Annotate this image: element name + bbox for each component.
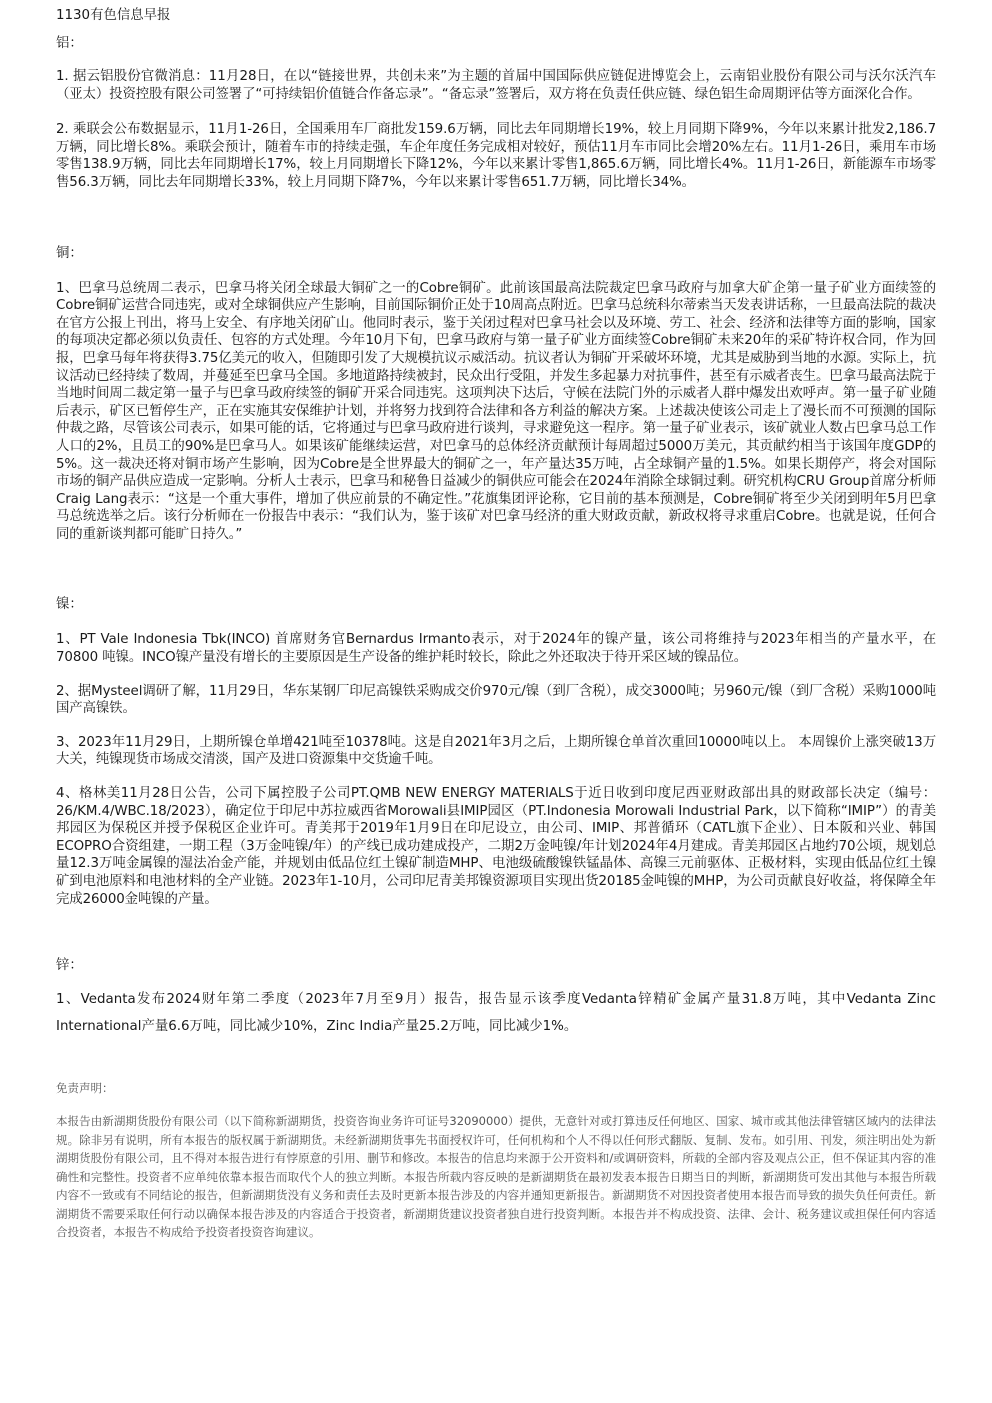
- section-heading-copper: 铜：: [56, 245, 83, 261]
- section-aluminum: [56, 34, 936, 192]
- section-heading-zinc: 锌：: [56, 958, 83, 974]
- disclaimer-text: 本报告由新湖期货股份有限公司（以下简称新湖期货，投资咨询业务许可证号32090000）提供，无意针对或打算违反任何地区、国家、城市或其他法律管辖区域内的法律法规。除非另有说明，所有本报告的版权属于新湖期货。未经新湖期货事先书面授权许可，任何机构和个人不得以任何形式翻版、复制、发布。如引用、刊发，须注明出处为新湖期货股份有限公司，且不得对本报告进行有悖原意的引用、删节和修改。本报告的信息均来源于公开资料和/或调研资料，所载的全部内容及观点公正，但不保证其内容的准确性和完整性。投资者不应单纯依靠本报告而取代个人的独立判断。本报告所载内容反映的是新湖期货在最初发表本报告日期当日的判断，新湖期货可发出其他与本报告所载内容不一致或有不同结论的报告，但新湖期货没有义务和责任去及时更新本报告涉及的内容并通知更新报告。新湖期货不对因投资者使用本报告而导致的损失负任何责任。新湖期货不需要采取任何行动以确保本报告涉及的内容适合于投资者，新湖期货建议投资者独自进行投资判断。本报告并不构成投资、法律、会计、税务建议或担保任何内容适合投资者，本报告不构成给予投资者投资咨询建议。: [56, 1114, 936, 1240]
- aluminum-item-1: 1. 据云铝股份官微消息：11月28日，在以“链接世界，共创未来”为主题的首届中国国际供应链促进博览会上，云南铝业股份有限公司与沃尔沃汽车（亚太）投资控股有限公司签署了“可持续铝价值链合作备忘录”。“备忘录”签署后，双方将在负责任供应链、绿色铝生命周期评估等方面深化合作。: [56, 69, 936, 102]
- section-copper: [56, 244, 936, 544]
- nickel-item-3: 3、2023年11月29日，上期所镍仓单增421吨至10378吨。这是自2021年3月之后，上期所镍仓单首次重回10000吨以上。 本周镍价上涨突破13万大关，纯镍现货市场成交清淡，国产及进口资源集中交货逾千吨。: [56, 734, 936, 768]
- aluminum-item-2: 2. 乘联会公布数据显示，11月1-26日，全国乘用车厂商批发159.6万辆，同比去年同期增长19%，较上月同期下降9%，今年以来累计批发2,186.7万辆，同比增长8%。乘联会预计，随着车市的持续走强，车企年度任务完成相对较好，预估11月车市同比会增20%左右。11月1-26日，乘用车市场零售138.9万辆，同比去年同期增长17%，较上月同期增长下降12%，今年以来累计零售1,865.6万辆，同比增长4%。11月1-26日，新能源车市场零售56.3万辆，同比去年同期增长33%，较上月同期下降7%，今年以来累计零售651.7万辆，同比增长34%。: [56, 122, 936, 190]
- copper-item-1: 1、巴拿马总统周二表示，巴拿马将关闭全球最大铜矿之一的Cobre铜矿。此前该国最高法院裁定巴拿马政府与加拿大矿企第一量子矿业方面续签的Cobre铜矿运营合同违宪，或对全球铜供应产生影响，目前国际铜价正处于10周高点附近。巴拿马总统科尔蒂索当天发表讲话称，一旦最高法院的裁决在官方公报上刊出，将马上安全、有序地关闭矿山。他同时表示，鉴于关闭过程对巴拿马社会以及环境、劳工、社会、经济和法律等方面的影响，国家的每项决定都必须以负责任、包容的方式处理。今年10月下旬，巴拿马政府与第一量子矿业方面续签Cobre铜矿未来20年的采矿特许权合同，作为回报，巴拿马每年将获得3.75亿美元的收入，但随即引发了大规模抗议示威活动。抗议者认为铜矿开采破坏环境，尤其是威胁到当地的水源。实际上，抗议活动已经持续了数周，并蔓延至巴拿马全国。多地道路持续被封，民众出行受阻，并发生多起暴力对抗事件，甚至有示威者丧生。巴拿马最高法院于当地时间周二裁定第一量子与巴拿马政府续签的铜矿开采合同违宪。这项判决下达后，守候在法院门外的示威者人群中爆发出欢呼声。第一量子矿业随后表示，矿区已暂停生产，正在实施其安保维护计划，并将努力找到符合法律和各方利益的解决方案。上述裁决使该公司走上了漫长而不可预测的国际仲裁之路，尽管该公司表示，如果可能的话，它将通过与巴拿马政府进行谈判，寻求避免这一程序。第一量子矿业表示，该矿就业人数占巴拿马总工作人口的2%，且员工的90%是巴拿马人。如果该矿能继续运营，对巴拿马的总体经济贡献预计每周超过5000万美元，其贡献约相当于该国年度GDP的5%。这一裁决还将对铜市场产生影响，因为Cobre是全世界最大的铜矿之一，年产量达35万吨，占全球铜产量的1.5%。如果长期停产，将会对国际市场的铜产品供应造成一定影响。分析人士表示，巴拿马和秘鲁日益减少的铜供应可能会在2024年消除全球铜过剩。研究机构CRU Group首席分析师Craig Lang表示：“这是一个重大事件，增加了供应前景的不确定性。”花旗集团评论称，它目前的基本预测是，Cobre铜矿将至少关闭到明年5月巴拿马总统选举之后。该行分析师在一份报告中表示：“我们认为，鉴于该矿对巴拿马经济的重大财政贡献，新政权将寻求重启Cobre。也就是说，任何合同的重新谈判都可能旷日持久。”: [56, 280, 937, 542]
- nickel-item-1: 1、PT Vale Indonesia Tbk(INCO) 首席财务官Bernardus Irmanto表示，对于2024年的镍产量，该公司将维持与2023年相当的产量水平，在 70800 吨镍。INCO镍产量没有增长的主要原因是生产设备的维护耗时较长，除此之外还取决于待开采区域的镍品位。: [56, 632, 936, 666]
- section-nickel: [56, 595, 936, 908]
- nickel-item-4: 4、格林美11月28日公告，公司下属控股子公司PT.QMB NEW ENERGY MATERIALS于近日收到印度尼西亚财政部出具的财政部长决定（编号：26/KM.4/WBC.18/2023），确定位于印尼中苏拉威西省Morowali县IMIP园区（PT.Indonesia Morowali Industrial Park，以下简称“IMIP”）的青美邦园区为保税区并授予保税区企业许可。青美邦于2019年1月9日在印尼设立，由公司、IMIP、邦普循环（CATL旗下企业）、日本阪和兴业、韩国ECOPRO合资组建，一期工程（3万金吨镍/年）的产线已成功建成投产，二期2万金吨镍/年计划2024年4月建成。青美邦园区占地约70公顷，规划总量12.3万吨金属镍的湿法冶金产能，并规划由低品位红土镍矿制造MHP、电池级硫酸镍铁锰晶体、高镍三元前驱体、正极材料，实现由低品位红土镍矿到电池原料和电池材料的全产业链。2023年1-10月，公司印尼青美邦镍资源项目实现出货20185金吨镍的MHP，为公司贡献良好收益，将保障全年完成26000金吨镍的产量。: [56, 786, 936, 907]
- section-heading-nickel: 镍：: [56, 597, 83, 613]
- disclaimer-heading: 免责声明：: [56, 1081, 114, 1096]
- report-title: 1130有色信息早报: [56, 8, 171, 23]
- section-disclaimer: [56, 1080, 936, 1242]
- section-zinc: [56, 956, 936, 1040]
- report-page: [56, 6, 936, 1242]
- zinc-item-1: 1、Vedanta发布2024财年第二季度（2023年7月至9月）报告，报告显示该季度Vedanta锌精矿金属产量31.8万吨，其中Vedanta Zinc International产量6.6万吨，同比减少10%，Zinc India产量25.2万吨，同比减少1%。: [56, 992, 936, 1035]
- section-heading-aluminum: 铝：: [56, 36, 83, 51]
- nickel-item-2: 2、据Mysteel调研了解，11月29日，华东某钢厂印尼高镍铁采购成交价970元/镍（到厂含税），成交3000吨；另960元/镍（到厂含税）采购1000吨国产高镍铁。: [56, 683, 936, 717]
